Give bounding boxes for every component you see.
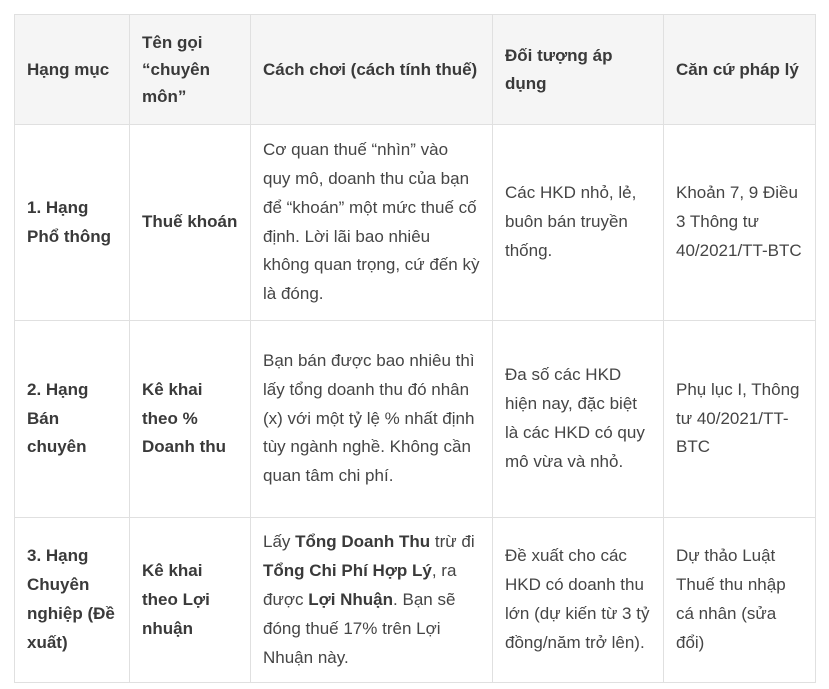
table-header — [15, 15, 816, 125]
column-header-how-to-play: Cách chơi (cách tính thuế) — [251, 15, 493, 125]
column-header-legal-basis: Căn cứ pháp lý — [664, 15, 816, 125]
cell-audience: Đề xuất cho các HKD có doanh thu lớn (dự kiến từ 3 tỷ đồng/năm trở lên). — [493, 518, 664, 683]
cell-audience: Các HKD nhỏ, lẻ, buôn bán truyền thống. — [493, 125, 664, 321]
column-header-category: Hạng mục — [15, 15, 130, 125]
text-segment: trừ đi — [430, 532, 475, 551]
cell-legal-basis: Dự thảo Luật Thuế thu nhập cá nhân (sửa đổi) — [664, 518, 816, 683]
text-segment-bold: Lợi Nhuận — [308, 589, 394, 609]
cell-audience: Đa số các HKD hiện nay, đặc biệt là các HKD có quy mô vừa và nhỏ. — [493, 321, 664, 518]
tax-comparison-table — [14, 14, 816, 683]
table-row-chuyen-nghiep — [15, 518, 816, 683]
cell-legal-basis: Phụ lục I, Thông tư 40/2021/TT-BTC — [664, 321, 816, 518]
cell-category: 1. Hạng Phổ thông — [15, 125, 130, 321]
text-segment: . Bạn sẽ đóng thuế 17% trên Lợi Nhuận này. — [263, 589, 456, 667]
cell-how-to-play — [251, 518, 493, 683]
table-row-ban-chuyen — [15, 321, 816, 518]
text-segment-bold: Tổng Chi Phí Hợp Lý — [263, 560, 432, 580]
cell-how-to-play: Bạn bán được bao nhiêu thì lấy tổng doanh thu đó nhân (x) với một tỷ lệ % nhất định tùy ngành nghề. Không cần quan tâm chi phí. — [251, 321, 493, 518]
table-row-pho-thong — [15, 125, 816, 321]
cell-category: 3. Hạng Chuyên nghiệp (Đề xuất) — [15, 518, 130, 683]
text-segment: Lấy — [263, 532, 296, 551]
text-segment-bold: Tổng Doanh Thu — [295, 532, 431, 551]
text-segment: , ra được — [263, 560, 457, 609]
cell-how-to-play: Cơ quan thuế “nhìn” vào quy mô, doanh thu của bạn để “khoán” một mức thuế cố định. Lời lãi bao nhiêu không quan trọng, cứ đến kỳ là đóng. — [251, 125, 493, 321]
cell-nickname: Kê khai theo Lợi nhuận — [130, 518, 251, 683]
cell-nickname: Kê khai theo % Doanh thu — [130, 321, 251, 518]
table-body — [15, 125, 816, 683]
cell-nickname: Thuế khoán — [130, 125, 251, 321]
cell-legal-basis: Khoản 7, 9 Điều 3 Thông tư 40/2021/TT-BTC — [664, 125, 816, 321]
cell-category: 2. Hạng Bán chuyên — [15, 321, 130, 518]
column-header-audience: Đối tượng áp dụng — [493, 15, 664, 125]
column-header-nickname: Tên gọi “chuyên môn” — [130, 15, 251, 125]
header-row — [15, 15, 816, 125]
